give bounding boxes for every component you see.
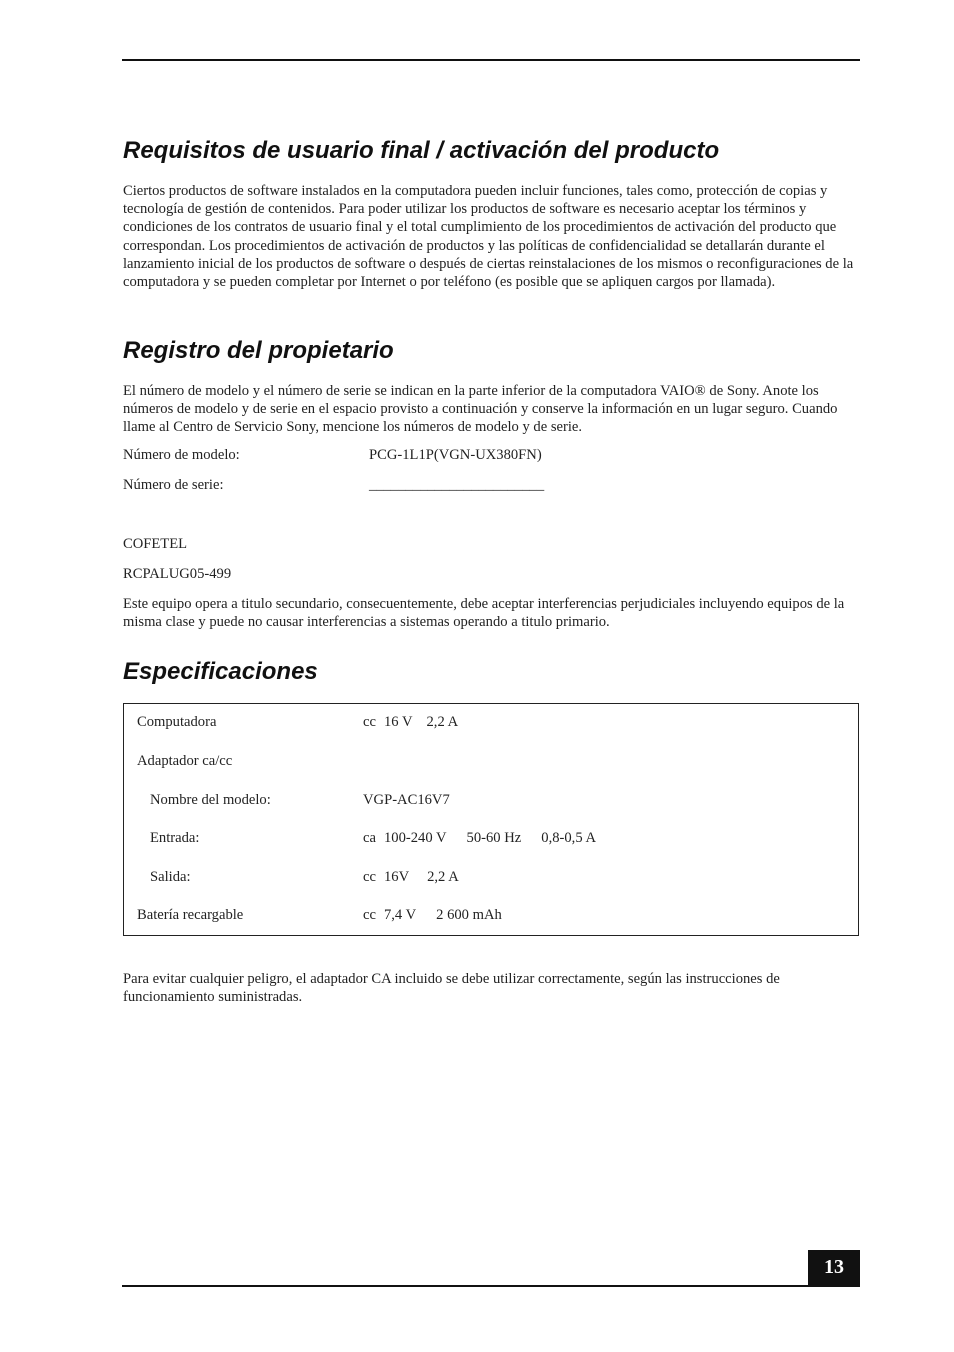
model-number-label: Número de modelo: <box>123 447 240 463</box>
safety-note: Para evitar cualquier peligro, el adaptador CA incluido se debe utilizar correctamente, según las instrucciones de funcionamiento suministradas. <box>123 971 780 1006</box>
section-title-activation: Requisitos de usuario final / activación del producto <box>123 137 720 164</box>
cofetel-label: COFETEL <box>123 536 188 552</box>
model-number-value: PCG-1L1P(VGN-UX380FN) <box>369 447 542 463</box>
serial-number-row <box>123 477 545 494</box>
section-title-specs: Especificaciones <box>123 658 318 685</box>
spec-row-model-name <box>150 792 450 809</box>
spec-row-input <box>150 830 596 847</box>
section-title-registration: Registro del propietario <box>123 337 394 364</box>
model-number-row <box>123 447 542 464</box>
spec-label: Computadora <box>137 714 217 730</box>
spec-label: Batería recargable <box>137 907 244 923</box>
serial-number-label: Número de serie: <box>123 477 224 493</box>
spec-label: Adaptador ca/cc <box>137 753 233 769</box>
spec-value: cc 16 V 2,2 A <box>363 714 459 730</box>
activation-body: Ciertos productos de software instalados en la computadora pueden incluir funciones, tales como, protección de copias y tecnología de gestión de contenidos. Para poder utilizar los productos de software es necesario aceptar los términos y condiciones de los contratos de usuario final y el total cumplimiento de los procedimientos de activación del producto que correspondan. Los procedimientos de activación de productos y las políticas de confidencialidad se detallarán durante el lanzamiento inicial de los productos de software o después de ciertas reinstalaciones de los mismos o reconfiguraciones de la computadora y se pueden completar por Internet o por teléfono (es posible que se apliquen cargos por llamada). <box>123 183 854 291</box>
registration-body: El número de modelo y el número de serie se indican en la parte inferior de la computadora VAIO® de Sony. Anote los números de modelo y de serie en el espacio provisto a continuación y conserve la información en un lugar seguro. Cuando llame al Centro de Servicio Sony, mencione los números de modelo y de serie. <box>123 383 838 436</box>
spec-value: cc 16V 2,2 A <box>363 869 459 885</box>
spec-label: Entrada: <box>150 830 200 846</box>
interference-notice: Este equipo opera a titulo secundario, consecuentemente, debe aceptar interferencias perjudiciales incluyendo equipos de la misma clase y puede no causar interferencias a sistemas operando a titulo primario. <box>123 596 845 631</box>
spec-row-output <box>150 869 459 886</box>
spec-value: ca 100-240 V 50-60 Hz 0,8-0,5 A <box>363 830 596 846</box>
spec-label: Nombre del modelo: <box>150 792 271 808</box>
rcpa-code: RCPALUG05-499 <box>123 566 232 582</box>
header-rule <box>122 59 860 61</box>
spec-value: VGP-AC16V7 <box>363 792 450 808</box>
spec-row-battery <box>137 907 502 924</box>
footer-rule <box>122 1285 860 1287</box>
page-number: 13 <box>808 1250 860 1287</box>
spec-label: Salida: <box>150 869 191 885</box>
spec-value: cc 7,4 V 2 600 mAh <box>363 907 502 923</box>
serial-number-blank: ________________________ <box>369 477 545 493</box>
spec-row-adapter <box>137 753 232 770</box>
spec-row-computer <box>137 714 459 731</box>
specs-table <box>123 703 859 936</box>
